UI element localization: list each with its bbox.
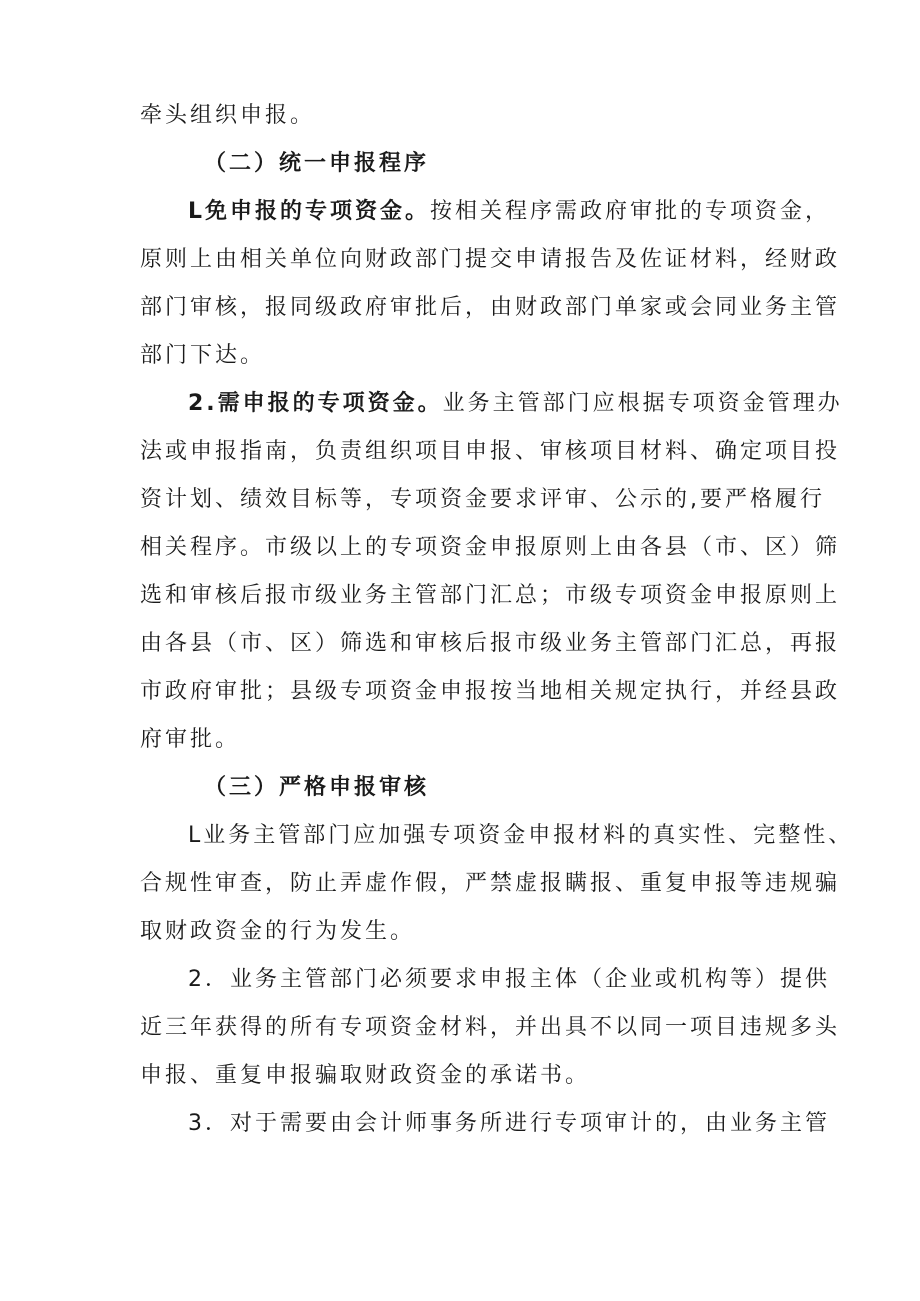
paragraph-line: 由各县（市、区）筛选和审核后报市级业务主管部门汇总，再报 bbox=[140, 631, 841, 656]
paragraph-line: 牵头组织申报。 bbox=[140, 103, 316, 128]
paragraph-line: 法或申报指南，负责组织项目申报、审核项目材料、确定项目投 bbox=[140, 439, 841, 464]
paragraph-line: 相关程序。市级以上的专项资金申报原则上由各县（市、区）筛 bbox=[140, 535, 841, 560]
paragraph-line: 合规性审查，防止弄虚作假，严禁虚报瞒报、重复申报等违规骗 bbox=[140, 871, 841, 896]
paragraph-line: 2．业务主管部门必须要求申报主体（企业或机构等）提供 bbox=[188, 967, 830, 992]
paragraph-line: 部门审核，报同级政府审批后，由财政部门单家或会同业务主管 bbox=[140, 295, 841, 320]
section-heading-2: （二）统一申报程序 bbox=[204, 151, 430, 176]
paragraph-line: 府审批。 bbox=[140, 727, 241, 752]
paragraph-line: 市政府审批；县级专项资金申报按当地相关规定执行，并经县政 bbox=[140, 679, 841, 704]
paragraph-line: 部门下达。 bbox=[140, 343, 266, 368]
item-text: 按相关程序需政府审批的专项资金， bbox=[430, 199, 831, 224]
paragraph-line: 近三年获得的所有专项资金材料，并出具不以同一项目违规多头 bbox=[140, 1015, 841, 1040]
paragraph-line: 原则上由相关单位向财政部门提交申请报告及佐证材料，经财政 bbox=[140, 247, 841, 272]
paragraph-line bbox=[188, 197, 830, 227]
paragraph-line bbox=[188, 389, 843, 419]
paragraph-line: 取财政资金的行为发生。 bbox=[140, 919, 416, 944]
section-heading-3: （三）严格申报审核 bbox=[204, 775, 430, 800]
paragraph-line: L业务主管部门应加强专项资金申报材料的真实性、完整性、 bbox=[188, 823, 854, 848]
paragraph-line: 申报、重复申报骗取财政资金的承诺书。 bbox=[140, 1063, 591, 1088]
paragraph-line: 选和审核后报市级业务主管部门汇总；市级专项资金申报原则上 bbox=[140, 583, 841, 608]
item-lead: L免申报的专项资金。 bbox=[188, 199, 431, 224]
item-text: 业务主管部门应根据专项资金管理办 bbox=[442, 391, 843, 416]
paragraph-line: 资计划、绩效目标等，专项资金要求评审、公示的,要严格履行 bbox=[140, 487, 825, 512]
item-lead: 2.需申报的专项资金。 bbox=[188, 391, 443, 416]
paragraph-line: 3．对于需要由会计师事务所进行专项审计的，由业务主管 bbox=[188, 1111, 830, 1136]
